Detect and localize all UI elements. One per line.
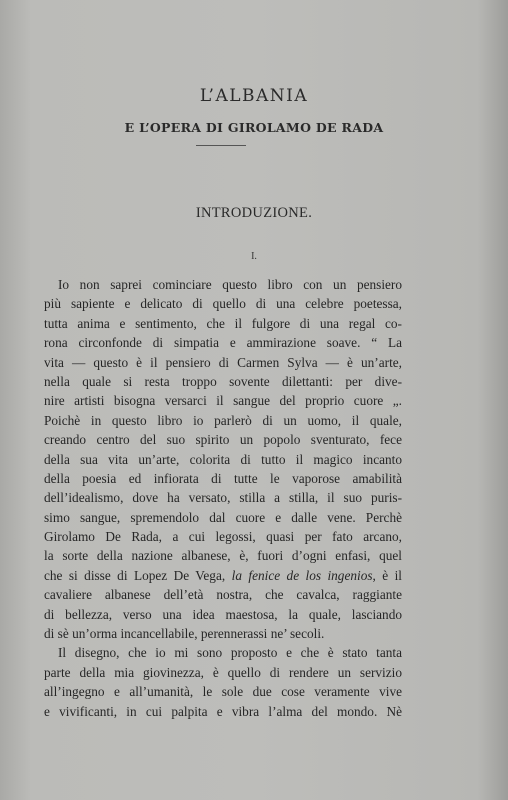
body-text: [44, 275, 402, 721]
text-line: cavaliere albanese dell’età nostra, che cavalca, raggiante: [44, 587, 402, 603]
section-number: I.: [251, 251, 257, 262]
text-line: più sapiente e delicato di quello di una celebre poetessa,: [44, 296, 402, 312]
text-line: di sè un’orma incancellabile, perennerassi ne’ secoli.: [44, 626, 325, 642]
text-segment: , è il: [372, 567, 402, 583]
book-title: L’ALBANIA: [199, 86, 309, 106]
text-line: Il disegno, che io mi sono proposto e che è stato tanta: [58, 645, 402, 661]
text-line: Girolamo De Rada, a cui legossi, quasi per fato arcano,: [44, 529, 402, 545]
text-line: nire artisti bisogna versarci il sangue del proprio cuore „.: [44, 393, 402, 409]
section-heading: INTRODUZIONE.: [195, 205, 313, 221]
text-line: parte della mia giovinezza, è quello di rendere un servizio: [44, 664, 402, 680]
text-line: vita — questo è il pensiero di Carmen Sylva — è un’arte,: [44, 354, 402, 370]
text-line: nella quale si resta troppo sovente dilettanti: per dive-: [44, 373, 402, 389]
text-line: della poesia ed infiorata di tutte le vaporose amabilità: [44, 470, 402, 486]
text-line: tutta anima e sentimento, che il fulgore di una regal co-: [44, 315, 402, 331]
italic-quote: la fenice de los ingenios: [231, 567, 373, 583]
text-line-mixed: [44, 566, 402, 585]
text-line: rona circonfonde di simpatia e ammirazione soave. “ La: [44, 335, 402, 351]
text-segment: che si disse di Lopez De Vega,: [44, 567, 226, 583]
text-line: Io non saprei cominciare questo libro con un pensiero: [58, 277, 402, 292]
text-line: e vivificanti, in cui palpita e vibra l’alma del mondo. Nè: [44, 703, 402, 719]
text-line: all’ingegno e all’umanità, le sole due cose veramente vive: [44, 684, 402, 700]
text-line: la sorte della nazione albanese, è, fuori d’ogni enfasi, quel: [44, 548, 402, 564]
text-line: della sua vita un’arte, colorita di tutto il magico incanto: [44, 451, 402, 467]
text-line: Poichè in questo libro io parlerò di un uomo, il quale,: [44, 412, 402, 428]
title-divider: [196, 145, 246, 146]
text-line: simo sangue, spremendolo dal cuore e dalle vene. Perchè: [44, 509, 402, 525]
text-line: di bellezza, verso una idea maestosa, la quale, lasciando: [44, 606, 402, 622]
text-line: creando centro del suo spirito un popolo sventurato, fece: [44, 432, 402, 448]
book-subtitle: E L’OPERA DI GIROLAMO DE RADA: [124, 120, 384, 135]
text-line: dell’idealismo, dove ha versato, stilla a stilla, il suo puris-: [44, 490, 402, 506]
